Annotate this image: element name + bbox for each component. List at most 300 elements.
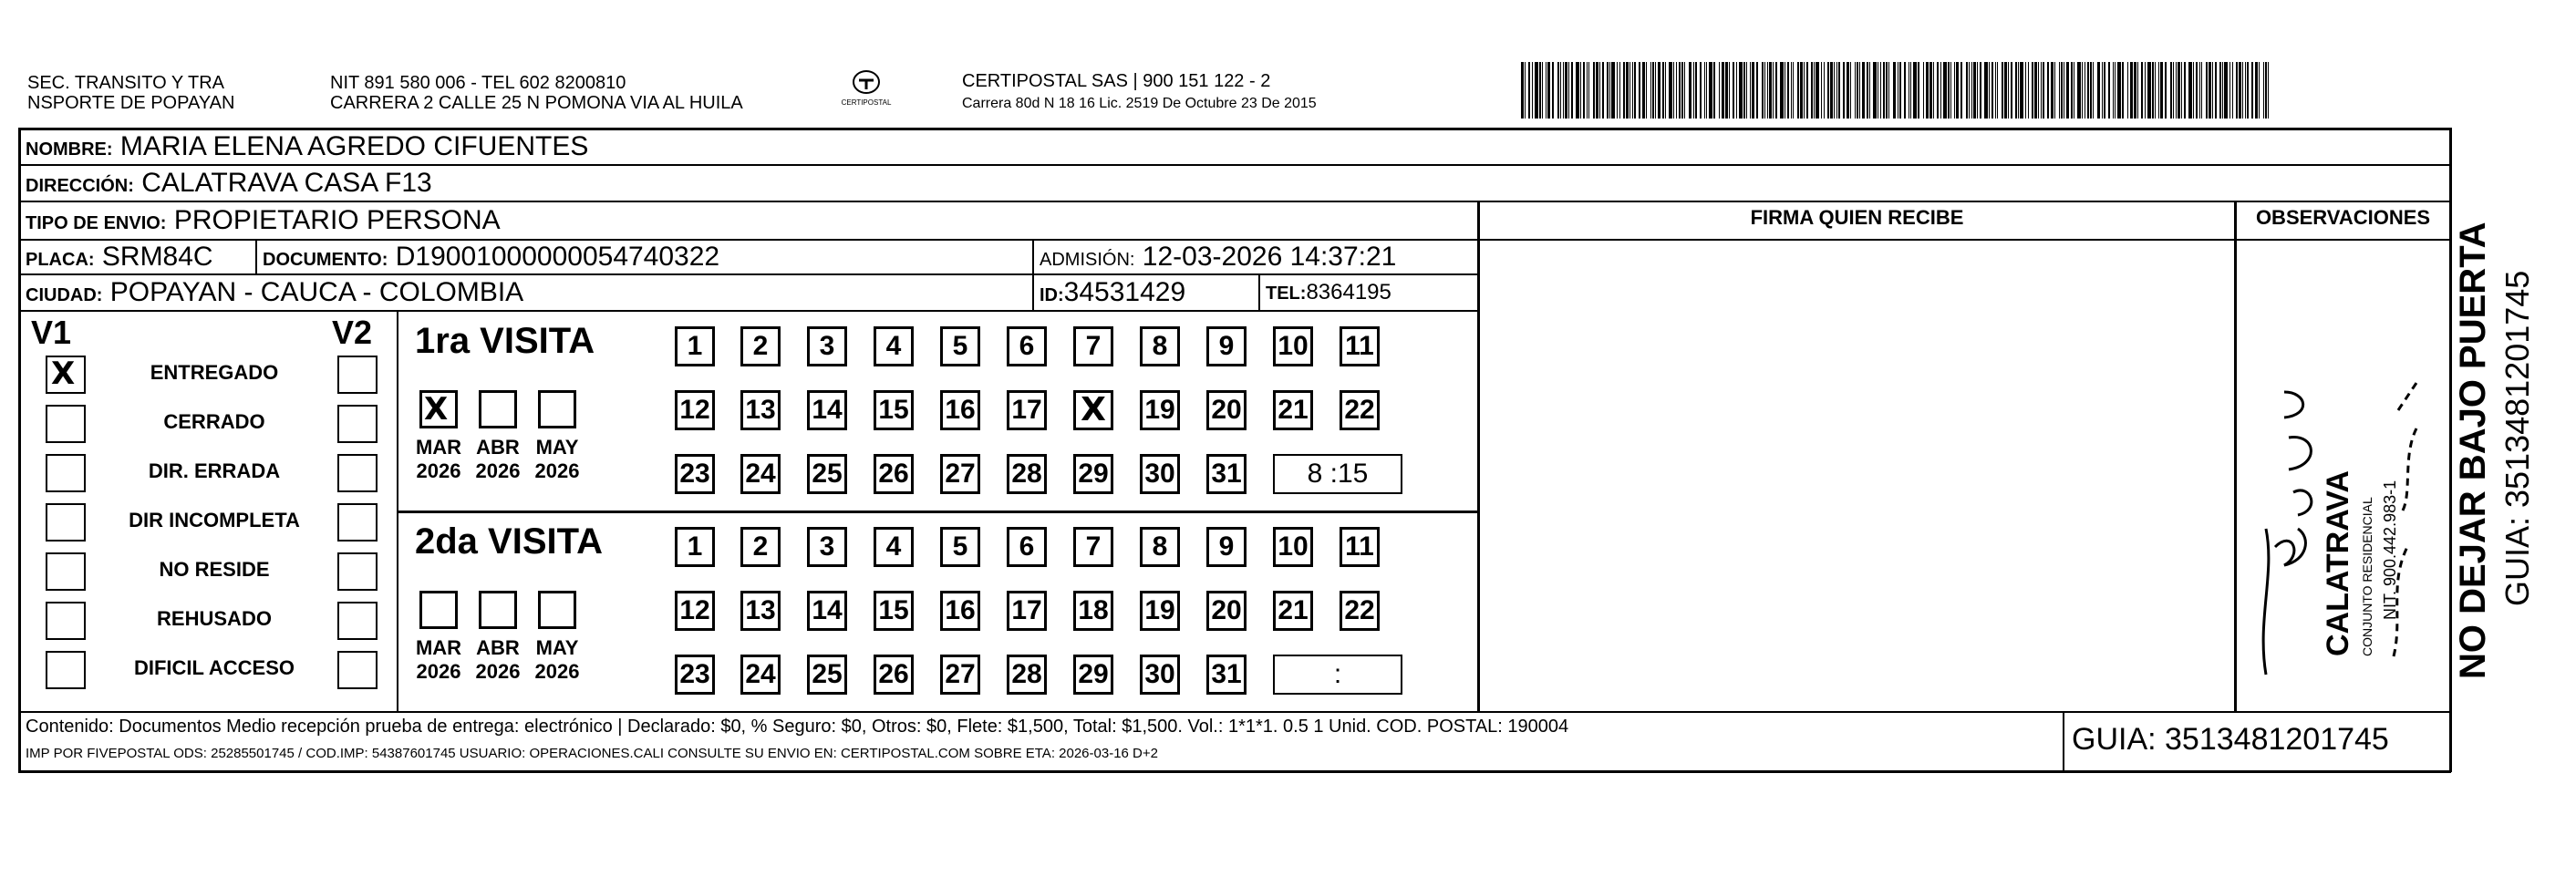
barcode-bar [1855,62,1856,119]
id-label: ID: [1040,285,1064,305]
month-checkbox[interactable] [538,591,576,629]
day-box[interactable]: 16 [940,390,980,430]
barcode-bar [2222,62,2223,119]
day-box[interactable]: 15 [874,591,914,631]
barcode-bar [1662,62,1664,119]
barcode-bar [1997,62,1998,119]
day-box[interactable]: 12 [675,390,715,430]
barcode-bar [1725,62,1728,119]
v2-checkbox[interactable] [337,602,378,640]
barcode-bar [1679,62,1681,119]
visit2-title: 2da VISITA [415,521,603,562]
barcode-bar [1838,62,1840,119]
barcode-bar [2115,62,2116,119]
barcode-bar [2025,62,2026,119]
day-box[interactable]: 27 [940,655,980,695]
barcode-bar [2127,62,2128,119]
barcode-bar [1560,62,1561,119]
barcode-bar [1736,62,1737,119]
month-checkbox[interactable] [538,390,576,428]
barcode-bar [1623,62,1625,119]
time-field[interactable]: 8 :15 [1273,454,1402,494]
day-box[interactable]: 16 [940,591,980,631]
barcode-bar [1706,62,1707,119]
barcode-bar [1700,62,1702,119]
day-box[interactable]: 23 [675,454,715,494]
barcode-bar [1571,62,1573,119]
barcode-bar [2087,62,2089,119]
barcode-bar [2147,62,2151,119]
barcode-bar [1991,62,1993,119]
barcode-bar [1693,62,1694,119]
day-box[interactable]: 15 [874,390,914,430]
day-box[interactable]: 10 [1273,326,1313,366]
barcode-bar [1769,62,1772,119]
day-box[interactable]: 29 [1073,655,1113,695]
direccion-value: CALATRAVA CASA F13 [141,168,432,198]
day-box[interactable]: 20 [1206,591,1247,631]
barcode-bar [2117,62,2121,119]
barcode-bar [1847,62,1849,119]
barcode-bar [1583,62,1585,119]
barcode-bar [1797,62,1799,119]
day-box[interactable]: 29 [1073,454,1113,494]
v2-checkbox[interactable] [337,454,378,492]
day-box[interactable]: 11 [1340,326,1380,366]
barcode-bar [1926,62,1929,119]
barcode-bar [1989,62,1990,119]
day-box[interactable]: 17 [1007,591,1047,631]
barcode-bar [1873,62,1877,119]
day-box[interactable]: 2 [740,527,781,567]
barcode-bar [1893,62,1896,119]
barcode-bar [1995,62,1996,119]
time-field[interactable]: : [1273,655,1402,695]
barcode-bar [1850,62,1851,119]
barcode-bar [2239,62,2241,119]
barcode-bar [2184,62,2186,119]
barcode-bar [1557,62,1559,119]
v1-checkbox[interactable] [46,552,86,591]
month-label: ABR 2026 [475,636,521,683]
day-box[interactable]: 8 [1140,527,1180,567]
barcode-bar [1547,62,1550,119]
barcode-bar [2160,62,2163,119]
placa-label: PLACA: [26,250,95,270]
barcode-bar [1816,62,1819,119]
barcode-bar [1830,62,1833,119]
barcode-bar [2097,62,2100,119]
barcode-bar [2181,62,2182,119]
barcode-bar [1773,62,1774,119]
barcode-bar [2178,62,2180,119]
barcode-bar [1629,62,1630,119]
day-box[interactable]: 6 [1007,527,1047,567]
barcode-bar [1886,62,1888,119]
barcode-bar [2108,62,2110,119]
ciudad-row [26,277,523,311]
v1-checkbox[interactable] [46,356,86,394]
tel-row [1266,277,1391,309]
status-label: ENTREGADO [150,361,279,384]
day-box[interactable]: 21 [1273,591,1313,631]
month-label: MAR 2026 [415,436,462,482]
month-checkbox[interactable] [479,591,517,629]
barcode-bar [1532,62,1533,119]
day-box[interactable]: 26 [874,655,914,695]
barcode-bar [2215,62,2217,119]
v1-checkbox[interactable] [46,503,86,541]
barcode-bar [1652,62,1654,119]
barcode-bar [1719,62,1720,119]
barcode-bar [2141,62,2143,119]
barcode-bar [1827,62,1829,119]
barcode-bar [1923,62,1924,119]
day-box[interactable]: 3 [807,326,847,366]
courier-line-2: Carrera 80d N 18 16 Lic. 2519 De Octubre 23 De 2015 [962,96,1317,111]
barcode-bar [1956,62,1959,119]
ciudad-label: CIUDAD: [26,285,103,305]
barcode-bar [1775,62,1777,119]
certipostal-logo [839,66,894,111]
barcode-bar [1966,62,1968,119]
barcode-bar [2032,62,2033,119]
status-label: CERRADO [163,410,265,433]
barcode-bar [1525,62,1526,119]
month-label: MAR 2026 [415,636,462,683]
day-box[interactable]: 21 [1273,390,1313,430]
barcode-bar [2224,62,2228,119]
barcode-bar [2015,62,2017,119]
barcode-bar [1632,62,1633,119]
barcode-bar [1800,62,1803,119]
barcode-bar [1684,62,1685,119]
barcode-bar [2259,62,2260,119]
day-box[interactable]: 6 [1007,326,1047,366]
nombre-row [26,131,588,165]
firma-divider [1477,202,1480,713]
barcode-bar [2137,62,2138,119]
barcode-bar [2071,62,2073,119]
documento-row [263,242,719,275]
tel-divider [1258,273,1260,310]
barcode-bar [2047,62,2049,119]
barcode [1521,62,2282,119]
v1-checkbox[interactable] [46,405,86,443]
month-checkbox[interactable] [419,390,458,428]
barcode-bar [2134,62,2136,119]
barcode-bar [2054,62,2055,119]
barcode-bar [1904,62,1906,119]
barcode-bar [1709,62,1712,119]
day-box[interactable]: 18 [1073,591,1113,631]
barcode-bar [2265,62,2267,119]
barcode-bar [1611,62,1615,119]
status-label: DIR INCOMPLETA [129,509,300,531]
day-box[interactable]: 4 [874,527,914,567]
barcode-bar [2229,62,2230,119]
barcode-bar [1593,62,1595,119]
documento-label: DOCUMENTO: [263,250,388,270]
barcode-bar [1869,62,1870,119]
day-box[interactable]: 14 [807,591,847,631]
day-box[interactable]: 30 [1140,454,1180,494]
v2-checkbox[interactable] [337,651,378,689]
footer-rule [18,711,2451,713]
day-box[interactable]: 31 [1206,454,1247,494]
month-checkbox-mark: X [424,391,449,428]
day-box[interactable]: 12 [675,591,715,631]
observaciones-header: OBSERVACIONES [2255,206,2431,229]
barcode-bar [1552,62,1554,119]
day-box[interactable]: 9 [1206,326,1247,366]
barcode-bar [1880,62,1881,119]
day-box[interactable]: 1 [675,527,715,567]
courier-line-1: CERTIPOSTAL SAS | 900 151 122 - 2 [962,71,1271,91]
barcode-bar [1673,62,1674,119]
barcode-bar [1883,62,1885,119]
day-box[interactable]: 28 [1007,454,1047,494]
barcode-bar [2028,62,2029,119]
barcode-bar [1787,62,1789,119]
day-box[interactable]: 13 [740,390,781,430]
barcode-bar [1984,62,1988,119]
day-box[interactable]: 10 [1273,527,1313,567]
barcode-bar [1676,62,1677,119]
barcode-bar [1862,62,1865,119]
barcode-bar [1746,62,1747,119]
day-box[interactable]: 26 [874,454,914,494]
day-box[interactable]: 3 [807,527,847,567]
barcode-bar [1609,62,1610,119]
barcode-bar [2038,62,2039,119]
day-box[interactable]: 25 [807,454,847,494]
barcode-bar [1867,62,1868,119]
day-box[interactable]: 25 [807,655,847,695]
nit-line-2: CARRERA 2 CALLE 25 N POMONA VIA AL HUILA [330,93,743,113]
firma-header: FIRMA QUIEN RECIBE [1750,206,1964,229]
ciudad-value: POPAYAN - CAUCA - COLOMBIA [109,277,524,307]
nit-line-1: NIT 891 580 006 - TEL 602 8200810 [330,73,626,93]
day-box[interactable]: 5 [940,527,980,567]
barcode-bar [2122,62,2124,119]
barcode-bar [2082,62,2083,119]
barcode-bar [1587,62,1588,119]
barcode-bar [1596,62,1598,119]
barcode-bar [2093,62,2094,119]
barcode-bar [2263,62,2264,119]
day-box[interactable]: 17 [1007,390,1047,430]
status-label: DIR. ERRADA [148,459,281,482]
barcode-bar [1899,62,1901,119]
barcode-bar [2059,62,2060,119]
barcode-bar [2113,62,2114,119]
barcode-bar [2004,62,2007,119]
barcode-bar [1806,62,1808,119]
v2-checkbox[interactable] [337,503,378,541]
barcode-bar [1913,62,1917,119]
barcode-bar [1599,62,1600,119]
day-box[interactable]: 28 [1007,655,1047,695]
barcode-bar [2102,62,2103,119]
barcode-bar [1542,62,1543,119]
barcode-bar [1950,62,1951,119]
day-box[interactable]: 19 [1140,390,1180,430]
barcode-bar [1821,62,1822,119]
day-box[interactable]: 19 [1140,591,1180,631]
barcode-bar [1619,62,1620,119]
month-checkbox[interactable] [419,591,458,629]
sender-line-1: SEC. TRANSITO Y TRA [27,73,224,93]
barcode-bar [1650,62,1651,119]
v2-checkbox[interactable] [337,405,378,443]
barcode-bar [1954,62,1955,119]
v1-checkbox-mark: X [51,356,76,392]
barcode-bar [1669,62,1672,119]
day-box[interactable]: 24 [740,655,781,695]
v2-checkbox[interactable] [337,552,378,591]
day-box[interactable]: 1 [675,326,715,366]
barcode-bar [1713,62,1715,119]
barcode-bar [2232,62,2233,119]
day-box[interactable]: 20 [1206,390,1247,430]
day-box[interactable]: 27 [940,454,980,494]
rule-3 [18,239,2451,241]
admision-label: ADMISIÓN: [1040,250,1135,270]
barcode-bar [2206,62,2208,119]
barcode-bar [1626,62,1629,119]
tipo-value: PROPIETARIO PERSONA [173,205,501,235]
day-box[interactable]: 22 [1340,591,1380,631]
day-box[interactable]: 9 [1206,527,1247,567]
barcode-bar [1665,62,1666,119]
barcode-bar [2130,62,2133,119]
day-box[interactable]: 14 [807,390,847,430]
barcode-bar [2104,62,2105,119]
side-guia: GUIA: 3513481201745 [2498,270,2536,606]
admision-row [1040,242,1396,275]
barcode-bar [1756,62,1758,119]
barcode-bar [1767,62,1768,119]
barcode-bar [1824,62,1825,119]
barcode-bar [2268,62,2269,119]
v2-checkbox[interactable] [337,356,378,394]
day-box[interactable]: 11 [1340,527,1380,567]
barcode-bar [1937,62,1939,119]
barcode-bar [1857,62,1858,119]
frame-top [18,128,2451,130]
documento-value: D19001000000054740322 [395,242,720,272]
obs-divider [2234,202,2237,713]
barcode-bar [2212,62,2213,119]
day-box[interactable] [1073,390,1113,430]
barcode-bar [1733,62,1734,119]
v1-checkbox[interactable] [46,602,86,640]
day-box[interactable]: 30 [1140,655,1180,695]
side-warning: NO DEJAR BAJO PUERTA [2453,222,2493,679]
barcode-bar [1689,62,1691,119]
v1-checkbox[interactable] [46,454,86,492]
logo-text: CERTIPOSTAL [841,98,892,107]
barcode-bar [2152,62,2154,119]
barcode-bar [2090,62,2092,119]
barcode-bar [1546,62,1547,119]
barcode-bar [1617,62,1618,119]
day-box[interactable]: 2 [740,326,781,366]
month-label: MAY 2026 [534,636,580,683]
day-box[interactable]: 4 [874,326,914,366]
barcode-bar [1695,62,1697,119]
day-box[interactable]: 8 [1140,326,1180,366]
barcode-bar [1973,62,1976,119]
day-box[interactable]: 7 [1073,527,1113,567]
visit-divider [397,511,1477,513]
barcode-bar [2209,62,2211,119]
v2-label: V2 [332,314,373,351]
barcode-bar [1843,62,1845,119]
barcode-bar [1642,62,1645,119]
barcode-bar [1834,62,1835,119]
admision-divider [1032,239,1034,310]
id-row [1040,277,1185,311]
barcode-bar [2041,62,2042,119]
day-box[interactable]: 23 [675,655,715,695]
barcode-bar [1791,62,1792,119]
barcode-bar [1918,62,1919,119]
barcode-bar [1563,62,1564,119]
day-box[interactable]: 22 [1340,390,1380,430]
barcode-bar [1780,62,1784,119]
barcode-bar [1804,62,1805,119]
barcode-bar [2199,62,2200,119]
barcode-bar [2158,62,2159,119]
barcode-bar [1933,62,1934,119]
barcode-bar [1681,62,1683,119]
barcode-bar [2242,62,2243,119]
day-box[interactable]: 31 [1206,655,1247,695]
barcode-bar [2077,62,2081,119]
barcode-bar [1639,62,1640,119]
placa-row [26,242,213,275]
day-box[interactable]: 24 [740,454,781,494]
stamp-text-3: NIT. 900.442.983-1 [2381,480,2399,620]
barcode-bar [1762,62,1764,119]
barcode-bar [1568,62,1569,119]
barcode-bar [1646,62,1647,119]
barcode-bar [1910,62,1911,119]
day-box[interactable]: 5 [940,326,980,366]
barcode-bar [2255,62,2258,119]
barcode-bar [2020,62,2023,119]
id-value: 34531429 [1063,277,1186,307]
barcode-bar [1602,62,1604,119]
day-box[interactable]: 13 [740,591,781,631]
barcode-bar [1859,62,1860,119]
footer-divider [2063,711,2064,771]
barcode-bar [2219,62,2221,119]
v1-checkbox[interactable] [46,651,86,689]
barcode-bar [1750,62,1751,119]
barcode-bar [2170,62,2172,119]
barcode-bar [1969,62,1970,119]
barcode-bar [1752,62,1754,119]
day-box[interactable]: 7 [1073,326,1113,366]
month-checkbox[interactable] [479,390,517,428]
sender-line-2: NSPORTE DE POPAYAN [27,93,235,113]
placa-value: SRM84C [101,242,213,272]
barcode-bar [1960,62,1962,119]
barcode-bar [1528,62,1530,119]
